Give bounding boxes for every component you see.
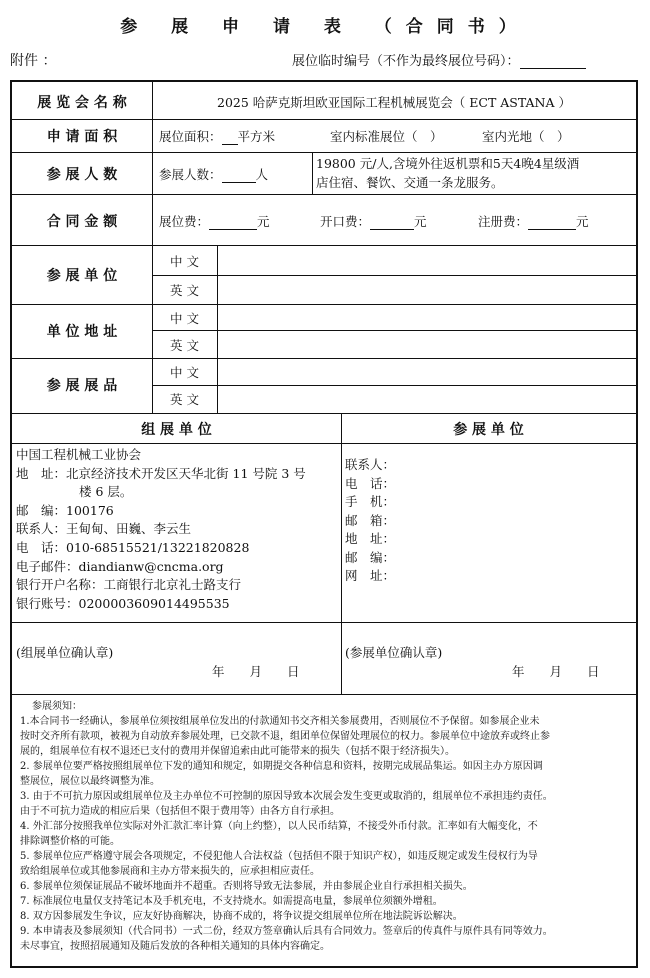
organizer-name: 中国工程机械工业协会: [16, 447, 142, 462]
organizer-email-value[interactable]: diandianw@cncma.org: [78, 558, 224, 574]
open-fee-label: 开口费：: [320, 214, 371, 229]
notes-title: 参展须知：: [32, 701, 82, 712]
organizer-address-line2: 楼 6 层。: [79, 484, 133, 500]
price-description: [316, 154, 579, 192]
products-label: 参 展 展 品: [46, 378, 118, 394]
registration-fee: [478, 212, 589, 230]
note-line: 整展位，展位以最终调整为准。: [20, 776, 160, 787]
note-line: 4. 外汇部分按照我单位实际对外汇款汇率计算（向上约整），以人民币结算，不接受外币付款。汇率如有大幅变化，不: [20, 821, 538, 832]
exhibitor-address[interactable]: 地 址：: [345, 531, 396, 546]
note-line: 展的，组展单位有权不退还已支付的费用并保留追索由此可能带来的损失（包括不限于经济损失）。: [20, 746, 455, 757]
note-line: 2. 参展单位要严格按照组展单位下发的通知和规定，如期提交各种信息和资料，按期完成展品集运。如因主办方原因调: [20, 761, 543, 772]
exhibitor-mobile[interactable]: 手 机：: [345, 494, 396, 509]
organizer-account-value: 0200003609014495535: [78, 595, 230, 611]
people-label: 参 展 人 数: [46, 167, 118, 183]
amount-label: 合 同 金 额: [46, 214, 118, 230]
note-line: 7. 标准展位电量仅支持笔记本及手机充电，不支持烧水。如需提高电量，参展单位须额外增租。: [20, 896, 443, 907]
booth-fee: [159, 212, 270, 230]
row-divider: [12, 152, 636, 153]
booth-area-label: 展位面积：: [159, 129, 222, 144]
open-fee: [320, 212, 427, 230]
attachment-label: 附件 ：: [10, 53, 57, 69]
organizer-phone: [16, 539, 338, 558]
application-form: [10, 80, 638, 968]
people-count-unit: 人: [255, 167, 269, 182]
row-divider: [12, 194, 636, 195]
exhibitor-contact[interactable]: 联系人：: [345, 457, 396, 472]
booth-temp-number-field[interactable]: [520, 54, 586, 69]
note-line: 由于不可抗力造成的相应后果（包括但不限于费用等）由各方自行承担。: [20, 806, 340, 817]
organizer-info: [16, 446, 338, 613]
exhibitor-date[interactable]: 年 月 日: [512, 664, 600, 679]
note-line: 3. 由于不可抗力原因或组展单位及主办单位不可控制的原因导致本次展会发生变更或取消的，组展单位不承担违约责任。: [20, 791, 553, 802]
organizer-seal: (组展单位确认章): [16, 645, 114, 660]
indoor-standard-option[interactable]: 室内标准展位（ ）: [330, 129, 443, 144]
note-line: 9. 本申请表及参展须知（代合同书）一式二份，经双方签章确认后具有合同效力。签章后的传真件与原件具有同等效力。: [20, 926, 553, 937]
organizer-contact-value: 王甸甸、田巍、李云生: [66, 521, 192, 537]
organizer-address: [16, 465, 338, 484]
row-divider: [12, 622, 636, 623]
registration-fee-label: 注册费：: [478, 214, 529, 229]
booth-fee-label: 展位费：: [159, 214, 210, 229]
note-line: 排除调整价格的可能。: [20, 836, 120, 847]
note-line: 1.本合同书一经确认，参展单位须按组展单位发出的付款通知书交齐相关参展费用，否则展位不予保留。如参展企业未: [20, 716, 540, 727]
exhibitor-contact-info: [345, 456, 635, 586]
registration-fee-field[interactable]: [528, 216, 576, 230]
organizer-contact-label: 联系人：: [16, 521, 67, 537]
note-line: 未尽事宜，按照招展通知及随后发放的各种相关通知的具体内容确定。: [20, 941, 330, 952]
booth-temp-number: [292, 50, 586, 69]
products-en-field[interactable]: [218, 386, 636, 413]
organizer-phone-value: 010-68515521/13221820828: [66, 539, 250, 555]
row-divider: [12, 443, 636, 444]
notes-section: [20, 699, 632, 954]
organizer-postal: [16, 502, 338, 521]
organizer-postal-value: 100176: [66, 502, 114, 518]
organizer-account: [16, 595, 338, 614]
organizer-address-line1: 北京经济技术开发区天华北街 11 号院 3 号: [66, 465, 306, 481]
organizer-phone-label: 电 话：: [16, 539, 67, 555]
booth-temp-number-label: 展位临时编号（不作为最终展位号码）：: [292, 54, 520, 69]
address-en-label: 英 文: [170, 338, 199, 353]
booth-fee-unit: 元: [257, 214, 270, 229]
price-line-2: 店住宿、餐饮、交通一条龙服务。: [316, 175, 504, 190]
exhibitor-phone[interactable]: 电 话：: [345, 475, 396, 491]
organizer-heading: 组 展 单 位: [141, 422, 212, 438]
organizer-email-label: 电子邮件：: [16, 558, 79, 574]
address-en-field[interactable]: [218, 331, 636, 358]
col-divider: [312, 152, 313, 194]
exhibitor-label: 参 展 单 位: [46, 268, 118, 284]
exhibitor-en-label: 英 文: [170, 283, 199, 298]
row-divider: [12, 694, 636, 695]
exhibitor-en-field[interactable]: [218, 276, 636, 304]
page-title: 参 展 申 请 表 （合同书）: [120, 17, 530, 37]
booth-area-field[interactable]: [222, 131, 238, 145]
exhibition-name-value: 2025 哈萨克斯坦欧亚国际工程机械展览会（ ECT ASTANA ）: [217, 95, 571, 110]
organizer-bank-label: 银行开户名称：: [16, 577, 104, 593]
indoor-raw-space-option[interactable]: 室内光地（ ）: [482, 129, 570, 144]
organizer-address-label: 地 址：: [16, 465, 67, 481]
area-label: 申 请 面 积: [46, 129, 118, 145]
price-line-1: 19800 元/人,含境外往返机票和5天4晚4星级酒: [316, 156, 580, 171]
booth-area-unit: 平方米: [237, 129, 276, 144]
row-divider: [12, 413, 636, 414]
col-divider: [341, 413, 342, 694]
organizer-bank: [16, 576, 338, 595]
exhibition-name-label: 展 览 会 名 称: [37, 95, 127, 111]
registration-fee-unit: 元: [576, 214, 589, 229]
exhibitor-cn-field[interactable]: [218, 246, 636, 275]
open-fee-unit: 元: [414, 214, 427, 229]
note-line: 按时交齐所有款项，被视为自动放弃参展处理，已交款不退，组团单位保留处理展位的权力。参展单位中途放弃或终止参: [20, 731, 550, 742]
address-cn-label: 中 文: [170, 311, 199, 326]
organizer-account-label: 银行账号：: [16, 595, 79, 611]
note-line: 6. 参展单位须保证展品不破坏地面并不超重。否则将导致无法参展，并由参展企业自行承担相关损失。: [20, 881, 473, 892]
exhibitor-cn-label: 中 文: [170, 254, 199, 269]
exhibitor-website[interactable]: 网 址：: [345, 568, 396, 583]
organizer-bank-value: 工商银行北京礼士路支行: [103, 577, 242, 593]
exhibitor-seal: (参展单位确认章): [345, 645, 443, 660]
people-count-field[interactable]: [222, 169, 256, 183]
products-cn-label: 中 文: [170, 365, 199, 380]
organizer-postal-label: 邮 编：: [16, 502, 67, 518]
organizer-date[interactable]: 年 月 日: [212, 664, 300, 679]
products-en-label: 英 文: [170, 392, 199, 407]
products-cn-field[interactable]: [218, 359, 636, 385]
booth-fee-field[interactable]: [209, 216, 257, 230]
booth-area: [159, 127, 275, 145]
note-line: 5. 参展单位应严格遵守展会各项规定，不侵犯他人合法权益（包括但不限于知识产权），如违反规定或发生侵权行为导: [20, 851, 538, 862]
row-divider: [12, 119, 636, 120]
people-count-label: 参展人数：: [159, 167, 222, 182]
organizer-email: [16, 558, 338, 577]
exhibitor-postal[interactable]: 邮 编：: [345, 549, 396, 565]
exhibitor-email[interactable]: 邮 箱：: [345, 512, 396, 528]
address-cn-field[interactable]: [218, 305, 636, 330]
organizer-contact: [16, 520, 338, 539]
people-count: [159, 165, 268, 183]
exhibitor-info-heading: 参 展 单 位: [453, 422, 524, 438]
note-line: 致给组展单位或其他参展商和主办方带来损失的，应承担相应责任。: [20, 866, 320, 877]
open-fee-field[interactable]: [370, 216, 414, 230]
note-line: 8. 双方因参展发生争议，应友好协商解决，协商不成的，将争议提交组展单位所在地法院诉讼解决。: [20, 911, 463, 922]
address-label: 单 位 地 址: [46, 324, 118, 340]
